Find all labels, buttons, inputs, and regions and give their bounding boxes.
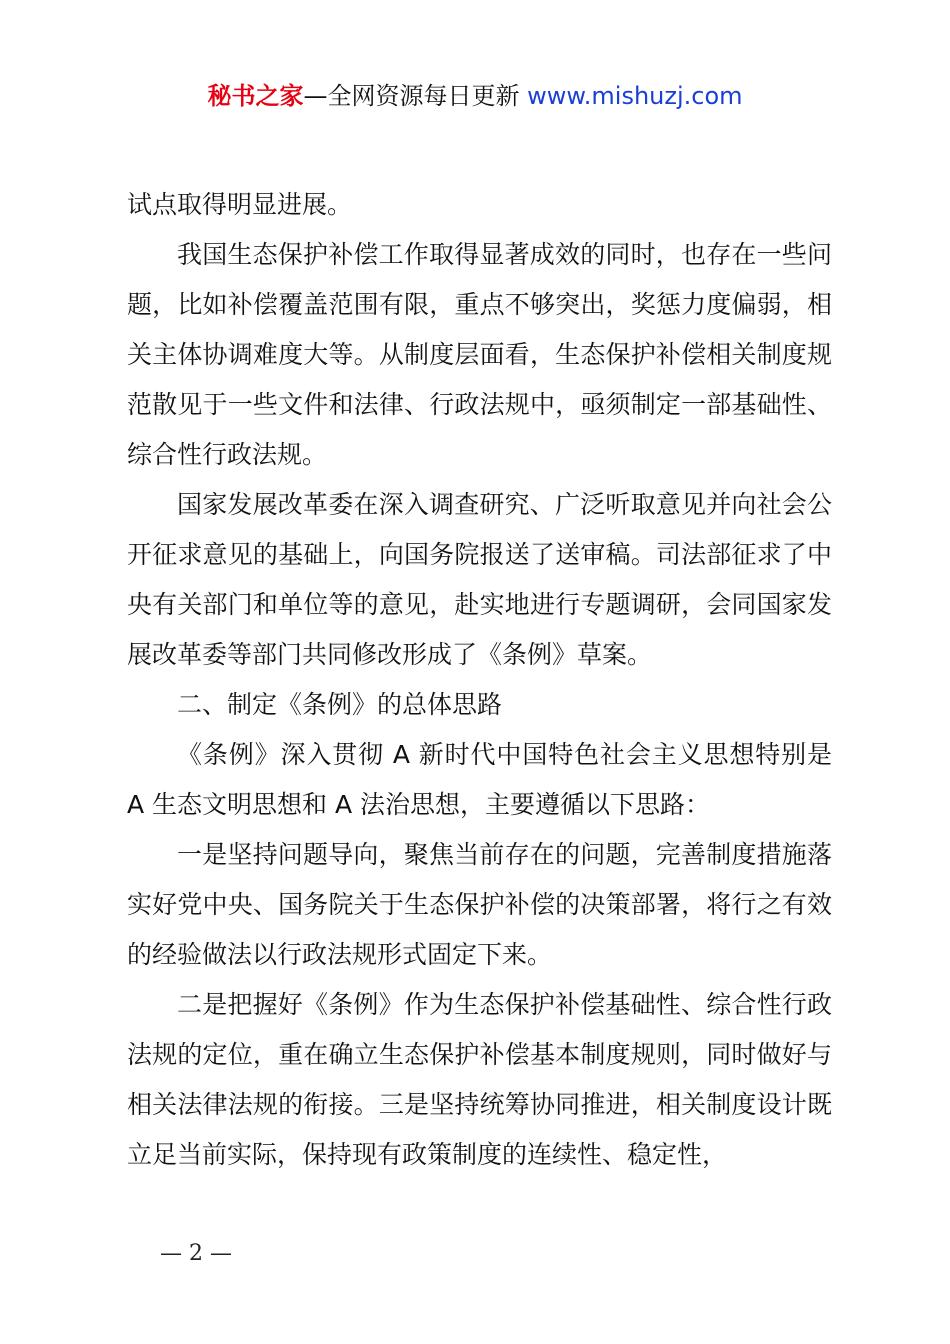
section-heading: 二、制定《条例》的总体思路 <box>177 690 503 719</box>
page-number: — 2 — <box>160 1241 232 1266</box>
paragraph-point-one: 一是坚持问题导向，聚焦当前存在的问题，完善制度措施落实好党中央、国务院关于生态保护补偿的决策部署，将行之有效的经验做法以行政法规形式固定下来。 <box>127 840 832 969</box>
paragraph-problems: 我国生态保护补偿工作取得显著成效的同时，也存在一些问题，比如补偿覆盖范围有限，重点不够突出，奖惩力度偏弱，相关主体协调难度大等。从制度层面看，生态保护补偿相关制度规范散见于一些文件和法律、行政法规中，亟须制定一部基础性、综合性行政法规。 <box>127 240 832 469</box>
paragraph-point-two-three: 二是把握好《条例》作为生态保护补偿基础性、综合性行政法规的定位，重在确立生态保护补偿基本制度规则，同时做好与相关法律法规的衔接。三是坚持统筹协同推进，相关制度设计既立足当前实际，保持现有政策制度的连续性、稳定性， <box>127 990 832 1169</box>
site-brand: 秘书之家 <box>207 82 304 110</box>
paragraph-guiding-thought: 《条例》深入贯彻 A 新时代中国特色社会主义思想特别是 A 生态文明思想和 A 法治思想，主要遵循以下思路： <box>127 740 832 819</box>
paragraph-continuation: 试点取得明显进展。 <box>127 190 353 219</box>
site-url-link[interactable]: www.mishuzj.com <box>527 82 743 110</box>
site-header <box>0 80 950 112</box>
paragraph-drafting-process: 国家发展改革委在深入调查研究、广泛听取意见并向社会公开征求意见的基础上，向国务院报送了送审稿。司法部征求了中央有关部门和单位等的意见，赴实地进行专题调研，会同国家发展改革委等部门共同修改形成了《条例》草案。 <box>127 490 832 669</box>
site-slogan: —全网资源每日更新 <box>303 82 520 110</box>
document-body <box>127 180 832 1180</box>
